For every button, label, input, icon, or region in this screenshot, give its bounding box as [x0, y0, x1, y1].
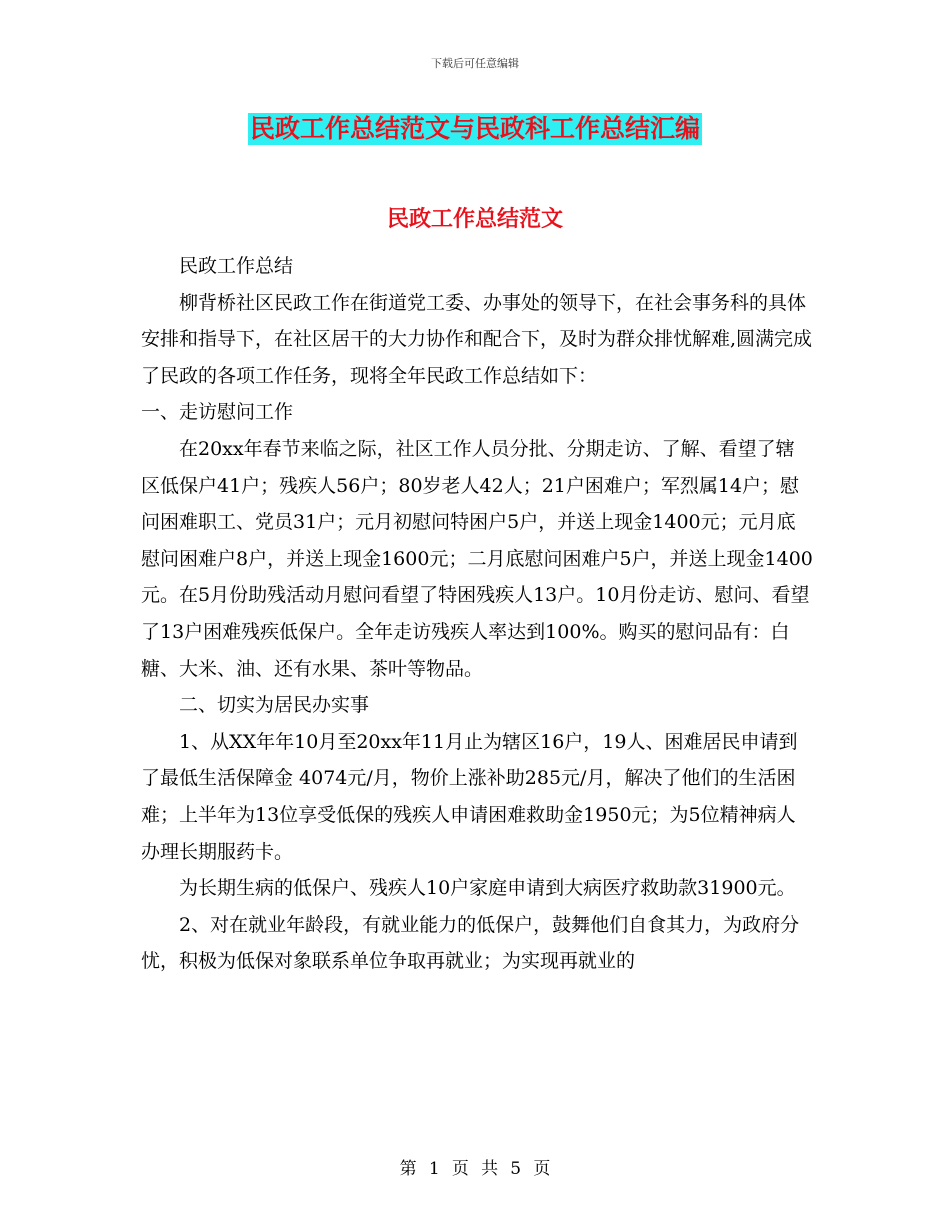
document-title: 民政工作总结范文与民政科工作总结汇编 — [249, 114, 700, 143]
section-heading-visits: 一、走访慰问工作 — [141, 401, 294, 424]
section-subtitle: 民政工作总结范文 — [386, 206, 563, 232]
paragraph-visits: 在20xx年春节来临之际，社区工作人员分批、分期走访、了解、看望了辖区低保户41户；残疾人56户；80岁老人42人；21户困难户；军烈属14户；慰问困难职工、党员31户；元月初慰问特困户5户，并送上现金1400元；元月底慰问困难户8户，并送上现金1600元；二月底慰问困难户5户，并送上现金1400元。在5月份助残活动月慰问看望了特困残疾人13户。10月份走访、慰问、看望了13户困难残疾低保户。全年走访残疾人率达到100%。购买的慰问品有：白糖、大米、油、还有水果、茶叶等物品。 — [141, 437, 813, 680]
paragraph-item-2: 2、对在就业年龄段，有就业能力的低保户，鼓舞他们自食其力，为政府分忧，积极为低保对象联系单位争取再就业；为实现再就业的 — [141, 913, 800, 973]
page-header-note: 下载后可任意编辑 — [431, 57, 519, 70]
paragraph-medical-aid: 为长期生病的低保户、残疾人10户家庭申请到大病医疗救助款31900元。 — [179, 877, 796, 900]
document-body — [141, 248, 813, 980]
title-wrapper — [0, 113, 950, 145]
paragraph-item-1: 1、从XX年年10月至20xx年11月止为辖区16户，19人、困难居民申请到了最低生活保障金 4074元/月，物价上涨补助285元/月，解决了他们的生活困难；上半年为13位享受低保的残疾人申请困难救助金1950元；为5位精神病人办理长期服药卡。 — [141, 730, 798, 863]
paragraph-intro: 柳背桥社区民政工作在街道党工委、办事处的领导下，在社会事务科的具体安排和指导下，在社区居干的大力协作和配合下，及时为群众排忧解难,圆满完成了民政的各项工作任务，现将全年民政工作总结如下： — [141, 291, 813, 387]
page-footer: 第 1 页 共 5 页 — [399, 1159, 551, 1179]
section-heading-practical: 二、切实为居民办实事 — [179, 694, 370, 717]
paragraph-heading: 民政工作总结 — [179, 255, 294, 277]
